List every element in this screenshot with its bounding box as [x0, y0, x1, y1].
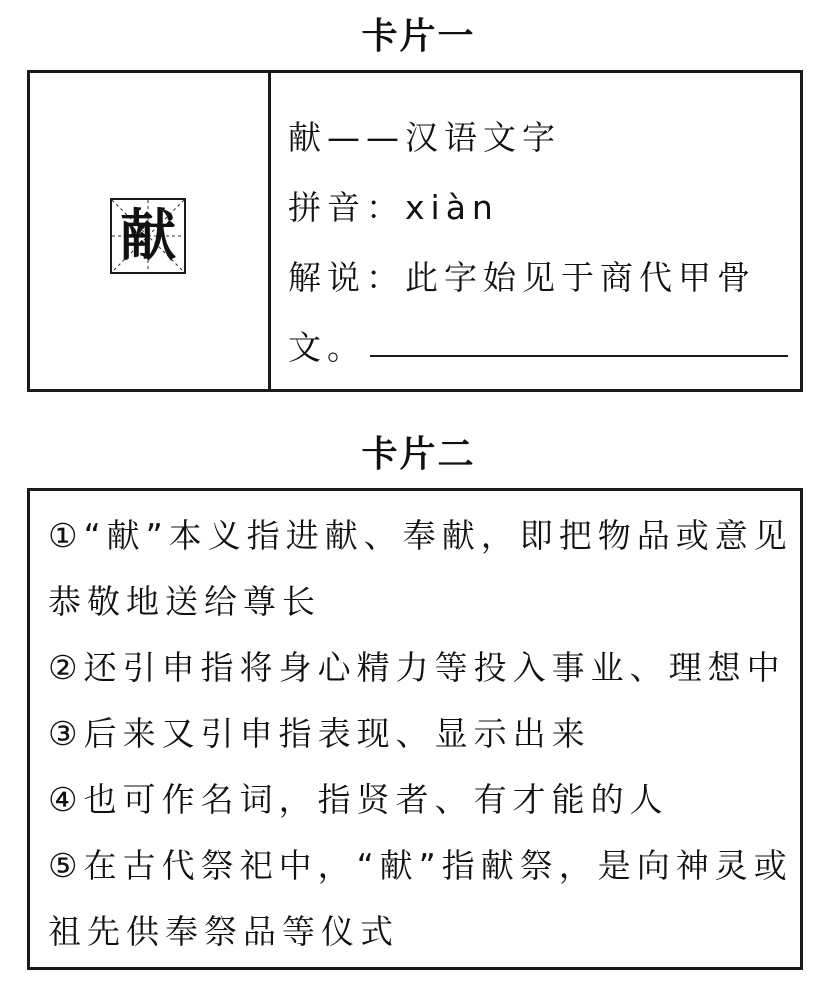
- meaning-line: ①“献”本义指进献、奉献，即把物品或意见: [48, 516, 793, 555]
- card-one: [27, 70, 803, 392]
- card-two: [27, 488, 803, 970]
- card-one-divider: [268, 73, 271, 389]
- featured-character: 献: [120, 203, 176, 269]
- card-one-line-explanation-end: 文。: [288, 328, 366, 367]
- character-grid-box: [110, 198, 186, 274]
- meaning-line: ④也可作名词，指贤者、有才能的人: [48, 780, 669, 819]
- meaning-line: 祖先供奉祭品等仪式: [48, 912, 399, 951]
- card-two-title: 卡片二: [361, 434, 476, 475]
- card-one-line-definition: 献——汉语文字: [288, 118, 561, 157]
- meaning-line: 恭敬地送给尊长: [48, 582, 321, 621]
- card-one-line-explanation: 解说：此字始见于商代甲骨: [288, 258, 756, 297]
- meaning-line: ②还引申指将身心精力等投入事业、理想中: [48, 648, 786, 687]
- card-one-line-pinyin: 拼音：xiàn: [288, 188, 499, 227]
- card-one-text: [288, 103, 798, 383]
- card-two-text: [48, 503, 793, 965]
- card-one-title: 卡片一: [361, 16, 476, 57]
- meaning-line: ⑤在古代祭祀中，“献”指献祭，是向神灵或: [48, 846, 793, 885]
- meaning-line: ③后来又引申指表现、显示出来: [48, 714, 591, 753]
- answer-blank-line[interactable]: [370, 355, 788, 357]
